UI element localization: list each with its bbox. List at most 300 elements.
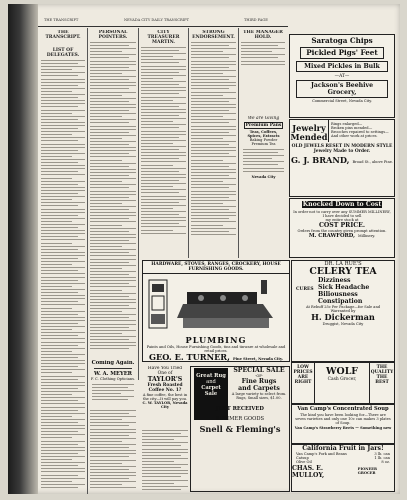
text-line bbox=[90, 218, 129, 219]
text-line bbox=[41, 298, 85, 299]
text-line bbox=[141, 66, 186, 67]
text-line bbox=[141, 75, 186, 76]
premium-coupon: Premium Pans bbox=[245, 123, 282, 128]
text-line bbox=[141, 93, 179, 94]
text-line bbox=[90, 293, 136, 294]
text-line bbox=[191, 215, 236, 216]
text-line bbox=[141, 50, 179, 51]
special-note: Rugs, Small sizes, $1.00. bbox=[236, 396, 282, 400]
text-line bbox=[141, 223, 179, 224]
text-line bbox=[243, 152, 278, 153]
text-line bbox=[41, 212, 85, 213]
text-line bbox=[142, 489, 181, 490]
text-line bbox=[191, 141, 236, 142]
text-line bbox=[90, 460, 136, 461]
millinery-ad bbox=[289, 198, 395, 258]
text-line bbox=[41, 85, 78, 86]
text-line bbox=[41, 335, 78, 336]
text-line bbox=[41, 66, 85, 67]
text-line bbox=[90, 255, 136, 256]
text-line bbox=[41, 283, 85, 284]
text-line bbox=[41, 360, 85, 361]
text-line bbox=[141, 53, 186, 54]
text-line bbox=[41, 103, 85, 104]
text-line bbox=[41, 122, 85, 123]
text-line bbox=[191, 225, 223, 226]
text-line bbox=[41, 205, 78, 206]
text-line bbox=[90, 262, 129, 263]
text-line bbox=[141, 205, 186, 206]
text-line bbox=[92, 393, 121, 394]
text-line bbox=[141, 124, 186, 125]
text-line bbox=[90, 129, 136, 130]
column-4-text bbox=[191, 42, 236, 236]
text-line bbox=[141, 174, 186, 175]
text-line bbox=[41, 487, 78, 488]
text-line bbox=[90, 212, 136, 213]
text-line bbox=[141, 220, 186, 221]
text-line bbox=[90, 215, 136, 216]
text-line bbox=[141, 143, 173, 144]
text-line bbox=[141, 161, 186, 162]
column-1-text bbox=[41, 60, 85, 490]
text-line bbox=[191, 95, 223, 96]
column-rule bbox=[87, 28, 88, 494]
van-camp-text: The kind you have been looking for—There are seven varieties and only one 10c can makes 3 plates of Soup. bbox=[295, 413, 391, 425]
text-line bbox=[90, 225, 122, 226]
text-line bbox=[90, 175, 129, 176]
text-line bbox=[90, 113, 136, 114]
text-line bbox=[90, 271, 136, 272]
taylor-name: TAYLOR'S bbox=[147, 376, 183, 383]
text-line bbox=[41, 286, 72, 287]
text-line bbox=[90, 317, 129, 318]
text-line bbox=[41, 131, 85, 132]
text-line bbox=[243, 161, 284, 162]
text-line bbox=[191, 138, 223, 139]
text-line bbox=[92, 384, 134, 385]
column-1-subhead: LIST OF DELEGATES. bbox=[46, 48, 80, 58]
just-received: JUST RECEIVED bbox=[216, 406, 264, 412]
text-line bbox=[41, 311, 85, 312]
text-line bbox=[90, 206, 136, 207]
california-title: California Fruit in Jars! bbox=[302, 445, 384, 452]
text-line bbox=[41, 174, 85, 175]
rug-line: Great Rug bbox=[196, 373, 226, 379]
text-line bbox=[90, 169, 136, 170]
text-line bbox=[191, 76, 236, 77]
text-line bbox=[191, 221, 236, 222]
text-line bbox=[191, 163, 236, 164]
text-line bbox=[90, 228, 136, 229]
wolf-right: QUALITY bbox=[370, 370, 394, 375]
millinery-text-1: In order not to carry over any SUMMER MILLINERY, I have decided to sell bbox=[293, 210, 391, 218]
jewelry-address: Broad St., above Pine. bbox=[352, 160, 394, 164]
column-3-head: CITY TREASURER MARTIN. bbox=[147, 30, 180, 45]
text-line bbox=[191, 104, 236, 105]
text-line bbox=[41, 165, 85, 166]
text-line bbox=[41, 280, 78, 281]
text-line bbox=[41, 150, 78, 151]
text-line bbox=[141, 47, 186, 48]
text-line bbox=[191, 206, 236, 207]
text-line bbox=[41, 323, 78, 324]
van-camp-line: Van Camp's Strawberry Beets — Something new bbox=[294, 426, 392, 430]
text-line bbox=[142, 486, 188, 487]
text-line bbox=[41, 116, 85, 117]
text-line bbox=[41, 277, 85, 278]
text-line bbox=[191, 107, 236, 108]
text-line bbox=[41, 184, 78, 185]
text-line bbox=[90, 475, 136, 476]
text-line bbox=[141, 146, 186, 147]
text-line bbox=[90, 252, 129, 253]
text-line bbox=[41, 193, 78, 194]
text-line bbox=[141, 127, 179, 128]
california-price: 3 lb. can bbox=[374, 452, 390, 456]
celery-ailment: Constipation bbox=[318, 298, 363, 305]
millinery-name: M. CRAWFORD, bbox=[308, 233, 355, 239]
text-line bbox=[191, 175, 229, 176]
text-line bbox=[191, 79, 229, 80]
text-line bbox=[142, 436, 188, 437]
column-rule bbox=[188, 28, 189, 258]
text-line bbox=[243, 155, 284, 156]
text-line bbox=[90, 57, 129, 58]
premium-item: Premium Tea bbox=[251, 142, 276, 146]
text-line bbox=[191, 73, 223, 74]
text-line bbox=[142, 467, 181, 468]
text-line bbox=[191, 122, 229, 123]
text-line bbox=[191, 61, 236, 62]
text-line bbox=[90, 413, 129, 414]
text-line bbox=[41, 437, 72, 438]
text-line bbox=[141, 87, 186, 88]
text-line bbox=[41, 382, 85, 383]
text-line bbox=[90, 305, 129, 306]
text-line bbox=[41, 63, 78, 64]
text-line bbox=[41, 75, 78, 76]
text-line bbox=[90, 95, 122, 96]
text-line bbox=[141, 186, 173, 187]
column-2 bbox=[90, 30, 136, 360]
text-line bbox=[90, 110, 129, 111]
text-line bbox=[41, 267, 85, 268]
text-line bbox=[191, 116, 223, 117]
text-line bbox=[90, 138, 122, 139]
text-line bbox=[41, 329, 72, 330]
text-line bbox=[41, 391, 85, 392]
saratoga-at: —AT— bbox=[334, 74, 350, 79]
text-line bbox=[90, 432, 136, 433]
text-line bbox=[90, 119, 136, 120]
text-line bbox=[90, 429, 136, 430]
text-line bbox=[243, 164, 278, 165]
masthead-bar bbox=[44, 18, 288, 26]
text-line bbox=[90, 348, 129, 349]
text-line bbox=[90, 327, 129, 328]
text-line bbox=[90, 141, 136, 142]
text-line bbox=[90, 178, 136, 179]
text-line bbox=[90, 209, 129, 210]
text-line bbox=[141, 192, 179, 193]
special-title: SPECIAL SALE bbox=[233, 367, 285, 374]
text-line bbox=[191, 172, 236, 173]
text-line bbox=[191, 45, 229, 46]
text-line bbox=[141, 230, 173, 231]
text-line bbox=[41, 230, 85, 231]
text-line bbox=[41, 162, 78, 163]
newspaper-page bbox=[8, 4, 400, 494]
text-line bbox=[41, 376, 85, 377]
text-line bbox=[191, 132, 229, 133]
text-line bbox=[41, 289, 85, 290]
text-line bbox=[90, 51, 122, 52]
jewelry-ad bbox=[289, 119, 395, 197]
text-line bbox=[90, 67, 129, 68]
column-rule bbox=[238, 28, 239, 258]
text-line bbox=[41, 413, 85, 414]
text-line bbox=[90, 456, 129, 457]
celery-line1: DR. LA RUE'S bbox=[324, 261, 362, 267]
text-line bbox=[41, 447, 85, 448]
text-line bbox=[41, 144, 85, 145]
millinery-cost: COST PRICE. bbox=[318, 222, 366, 229]
text-line bbox=[141, 69, 186, 70]
text-line bbox=[141, 208, 173, 209]
text-line bbox=[41, 106, 78, 107]
text-line bbox=[41, 72, 85, 73]
text-line bbox=[90, 104, 136, 105]
text-line bbox=[141, 81, 186, 82]
text-line bbox=[90, 160, 122, 161]
saratoga-address: Commercial Street, Nevada City. bbox=[312, 99, 372, 103]
text-line bbox=[41, 478, 85, 479]
text-line bbox=[90, 450, 136, 451]
text-line bbox=[41, 94, 85, 95]
text-line bbox=[90, 435, 129, 436]
text-line bbox=[191, 234, 236, 235]
text-line bbox=[41, 156, 72, 157]
text-line bbox=[41, 171, 78, 172]
text-line bbox=[41, 416, 72, 417]
text-line bbox=[41, 444, 78, 445]
text-line bbox=[41, 301, 78, 302]
text-line bbox=[90, 45, 129, 46]
text-line bbox=[41, 465, 78, 466]
text-line bbox=[92, 399, 128, 400]
text-line bbox=[90, 231, 129, 232]
text-line bbox=[41, 462, 85, 463]
text-line bbox=[90, 466, 136, 467]
text-line bbox=[142, 470, 188, 471]
text-line bbox=[142, 433, 181, 434]
text-line bbox=[41, 363, 85, 364]
premium-ad bbox=[241, 116, 286, 226]
text-line bbox=[41, 97, 78, 98]
text-line bbox=[90, 126, 136, 127]
text-line bbox=[90, 85, 136, 86]
text-line bbox=[41, 134, 72, 135]
text-line bbox=[90, 422, 136, 423]
plumbing-label: PLUMBING bbox=[185, 335, 247, 345]
text-line bbox=[41, 394, 72, 395]
text-line bbox=[41, 422, 78, 423]
wolf-left: ARE bbox=[297, 375, 309, 380]
text-line bbox=[191, 67, 229, 68]
text-line bbox=[41, 369, 85, 370]
text-line bbox=[90, 286, 136, 287]
text-line bbox=[90, 191, 136, 192]
text-line bbox=[142, 449, 188, 450]
coming-again-sub: F. C. Clothing Opticians. bbox=[90, 377, 136, 381]
text-line bbox=[90, 237, 136, 238]
text-line bbox=[241, 64, 285, 65]
text-line bbox=[90, 249, 136, 250]
text-line bbox=[243, 171, 284, 172]
text-line bbox=[90, 280, 136, 281]
text-line bbox=[141, 134, 186, 135]
special-sale-ad bbox=[190, 366, 290, 492]
text-line bbox=[90, 163, 136, 164]
text-line bbox=[90, 336, 136, 337]
column-5 bbox=[241, 30, 285, 70]
text-line bbox=[142, 455, 181, 456]
text-line bbox=[142, 458, 188, 459]
wolf-right: THE bbox=[376, 365, 388, 370]
text-line bbox=[90, 487, 136, 488]
text-line bbox=[142, 445, 181, 446]
text-line bbox=[41, 320, 85, 321]
jewelry-title-1: Jewelry bbox=[292, 123, 326, 133]
california-item: Catsup bbox=[296, 456, 309, 460]
text-line bbox=[90, 481, 136, 482]
column-1-head: THE TRANSCRIPT. bbox=[45, 30, 81, 40]
text-line bbox=[41, 236, 78, 237]
text-line bbox=[41, 342, 85, 343]
california-fruit-ad bbox=[291, 444, 395, 492]
text-line bbox=[41, 292, 78, 293]
van-camp-ad bbox=[291, 404, 395, 444]
text-line bbox=[90, 64, 136, 65]
text-line bbox=[41, 351, 72, 352]
text-line bbox=[142, 473, 188, 474]
text-line bbox=[90, 200, 136, 201]
jewelry-title-2: Mended bbox=[290, 132, 328, 142]
text-line bbox=[191, 48, 236, 49]
text-line bbox=[90, 107, 136, 108]
text-line bbox=[90, 54, 136, 55]
text-line bbox=[41, 468, 85, 469]
premium-top: We are Giving bbox=[247, 116, 280, 121]
text-line bbox=[141, 131, 186, 132]
binding-gutter bbox=[8, 4, 38, 494]
text-line bbox=[41, 227, 78, 228]
text-line bbox=[141, 211, 186, 212]
text-line bbox=[90, 463, 122, 464]
text-line bbox=[90, 92, 136, 93]
text-line bbox=[41, 215, 78, 216]
california-item: Van Camp's Pork and Beans bbox=[296, 452, 347, 456]
column-3 bbox=[141, 30, 186, 236]
text-line bbox=[141, 152, 186, 153]
premium-item: Teas, Coffees, bbox=[249, 130, 278, 134]
column-3-bottom-text bbox=[142, 430, 188, 492]
text-line bbox=[241, 48, 285, 49]
taylor-coffee-ad bbox=[142, 366, 188, 426]
column-2-bottom-text bbox=[90, 410, 136, 490]
text-line bbox=[41, 431, 78, 432]
column-rule bbox=[138, 28, 139, 380]
text-line bbox=[141, 165, 173, 166]
text-line bbox=[142, 452, 188, 453]
premium-foot: Nevada City bbox=[251, 174, 276, 179]
celery-ailment: Sick Headache bbox=[318, 284, 370, 291]
wolf-name: WOLF bbox=[326, 366, 358, 377]
text-line bbox=[90, 311, 122, 312]
column-1 bbox=[41, 30, 85, 490]
text-line bbox=[41, 397, 85, 398]
text-line bbox=[191, 42, 236, 43]
text-line bbox=[191, 54, 236, 55]
text-line bbox=[191, 228, 236, 229]
text-line bbox=[41, 159, 85, 160]
jewelry-service: Broken pins mended— bbox=[331, 126, 373, 130]
text-line bbox=[41, 366, 78, 367]
column-5-text bbox=[241, 42, 285, 65]
celery-tea-ad bbox=[291, 260, 395, 362]
summer-goods: SUMMER GOODS bbox=[215, 416, 265, 422]
text-line bbox=[90, 73, 122, 74]
text-line bbox=[191, 57, 229, 58]
text-line bbox=[141, 233, 186, 234]
celery-address: Druggist, Nevada City bbox=[322, 322, 364, 326]
premium-item: Spices, Extracts bbox=[247, 134, 280, 138]
text-line bbox=[41, 428, 85, 429]
masthead-title: THE TRANSCRIPT bbox=[44, 18, 79, 22]
text-line bbox=[191, 101, 229, 102]
text-line bbox=[90, 48, 136, 49]
california-role: PIONEER GROCER bbox=[357, 467, 378, 475]
text-line bbox=[41, 199, 72, 200]
text-line bbox=[90, 438, 136, 439]
text-line bbox=[90, 268, 122, 269]
text-line bbox=[191, 85, 236, 86]
text-line bbox=[41, 140, 78, 141]
text-line bbox=[90, 478, 129, 479]
jewelry-name: G. J. BRAND, bbox=[290, 155, 350, 165]
text-line bbox=[142, 430, 188, 431]
text-line bbox=[90, 101, 129, 102]
text-line bbox=[90, 333, 122, 334]
special-item: Fine Rugs bbox=[241, 378, 277, 385]
california-item: Olive Oil bbox=[296, 460, 312, 464]
text-line bbox=[90, 187, 129, 188]
text-line bbox=[241, 45, 278, 46]
text-line bbox=[90, 172, 136, 173]
column-3-text bbox=[141, 47, 186, 236]
text-line bbox=[41, 233, 85, 234]
celery-ailment: Dizziness bbox=[318, 277, 351, 284]
text-line bbox=[191, 191, 236, 192]
text-line bbox=[191, 184, 236, 185]
text-line bbox=[141, 140, 186, 141]
text-line bbox=[41, 410, 78, 411]
text-line bbox=[90, 150, 136, 151]
text-line bbox=[90, 246, 122, 247]
text-line bbox=[41, 178, 72, 179]
coming-again-notice bbox=[90, 360, 136, 406]
